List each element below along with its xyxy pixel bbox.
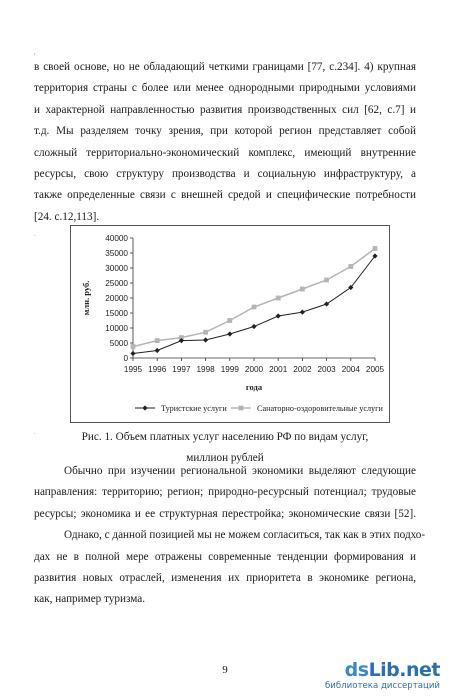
data-point-1 bbox=[276, 296, 281, 301]
x-tick-label: 1995 bbox=[123, 365, 143, 374]
y-tick-label: 0 bbox=[123, 354, 128, 363]
margin-mark: , bbox=[34, 50, 36, 56]
chart-frame bbox=[70, 225, 390, 423]
x-tick-label: 2004 bbox=[341, 365, 360, 374]
margin-mark: . bbox=[34, 430, 36, 436]
watermark-subtitle: библиотека диссертаций bbox=[324, 681, 440, 691]
x-tick-label: 1996 bbox=[148, 365, 167, 374]
y-tick-label: 5000 bbox=[109, 339, 128, 348]
x-tick-label: 2002 bbox=[293, 365, 312, 374]
data-point-0 bbox=[227, 331, 232, 336]
legend-label-0: Туристские услуги bbox=[161, 404, 227, 413]
text-line: сложный территориально-экономический комплекс, имеющий внутренние bbox=[34, 146, 416, 159]
text-line: дах не в полной мере отражены современные тенденции формирования и bbox=[34, 550, 416, 563]
data-point-0 bbox=[276, 313, 281, 318]
text-line: Обычно при изучении региональной экономики выделяют следующие bbox=[64, 465, 416, 477]
data-point-0 bbox=[300, 310, 305, 315]
x-axis-title: года bbox=[245, 382, 263, 392]
text-line: также определенные связи с внешней средой и специфические потребности bbox=[34, 189, 416, 202]
y-tick-label: 15000 bbox=[105, 309, 128, 318]
paragraph-directions bbox=[34, 461, 426, 611]
data-point-1 bbox=[155, 338, 160, 343]
text-line: территория страны с более или менее однородными природными условиями bbox=[34, 82, 416, 95]
text-line: и характерной направленностью развития производственных сил [62, с.7] и bbox=[34, 103, 416, 116]
data-point-0 bbox=[155, 348, 160, 353]
x-tick-label: 2000 bbox=[244, 365, 264, 374]
legend-label-1: Санаторно-оздоровительные услуги bbox=[257, 404, 383, 413]
x-tick-label: 2001 bbox=[269, 365, 288, 374]
text-line: Однако, с данной позицией мы не можем согласиться, так как в этих подхо- bbox=[64, 529, 426, 542]
data-point-1 bbox=[373, 246, 378, 251]
y-axis-title: млн. руб. bbox=[81, 280, 91, 316]
text-line: ресурсы; экономика и ее структурная перестройка; экономические связи [52]. bbox=[34, 507, 416, 520]
x-tick-label: 2003 bbox=[317, 365, 336, 374]
x-tick-label: 2005 bbox=[365, 365, 385, 374]
data-point-1 bbox=[252, 305, 257, 310]
x-tick-label: 1997 bbox=[172, 365, 191, 374]
x-tick-label: 1998 bbox=[196, 365, 215, 374]
figure-caption: Рис. 1. Объем платных услуг населению РФ по видам услуг, bbox=[81, 431, 369, 443]
text-line: как, например туризма. bbox=[34, 593, 146, 606]
text-line: направления: территорию; регион; природно-ресурсный потенциал; трудовые bbox=[34, 486, 416, 499]
data-point-1 bbox=[348, 264, 353, 269]
y-tick-label: 25000 bbox=[105, 279, 128, 288]
margin-mark: . bbox=[34, 232, 36, 238]
y-tick-label: 35000 bbox=[105, 249, 128, 258]
text-line: [24. с.12,113]. bbox=[34, 210, 100, 223]
line-chart bbox=[71, 226, 389, 422]
legend-marker-1 bbox=[239, 406, 244, 411]
watermark-logo-text: dsLib.net bbox=[344, 659, 440, 681]
data-point-0 bbox=[130, 351, 135, 356]
data-point-0 bbox=[251, 324, 256, 329]
y-tick-label: 10000 bbox=[105, 324, 128, 333]
legend-marker-0 bbox=[142, 405, 147, 410]
data-point-1 bbox=[227, 318, 232, 323]
text-line: ресурсы, свою структуру производства и социальную инфраструктуру, а bbox=[34, 168, 416, 181]
data-point-1 bbox=[203, 330, 208, 335]
series-line-1 bbox=[133, 249, 375, 347]
data-point-1 bbox=[324, 278, 329, 283]
text-line: т.д. Мы разделяем точку зрения, при которой регион представляет собой bbox=[34, 125, 416, 138]
text-line: развития новых отраслей, изменения их приоритета в экономике региона, bbox=[34, 572, 416, 585]
paragraph-intro bbox=[34, 57, 416, 228]
y-tick-label: 40000 bbox=[105, 234, 128, 243]
page-number: 9 bbox=[222, 664, 228, 676]
text-line: в своей основе, но не обладающий четкими границами [77, с.234]. 4) крупная bbox=[34, 61, 416, 73]
y-tick-label: 30000 bbox=[105, 264, 128, 273]
watermark-logo[interactable] bbox=[324, 659, 442, 693]
data-point-1 bbox=[131, 344, 136, 349]
figure-caption-units: миллион рублей bbox=[186, 452, 264, 464]
y-tick-label: 20000 bbox=[105, 294, 128, 303]
data-point-0 bbox=[203, 337, 208, 342]
data-point-1 bbox=[300, 287, 305, 292]
x-tick-label: 1999 bbox=[220, 365, 239, 374]
